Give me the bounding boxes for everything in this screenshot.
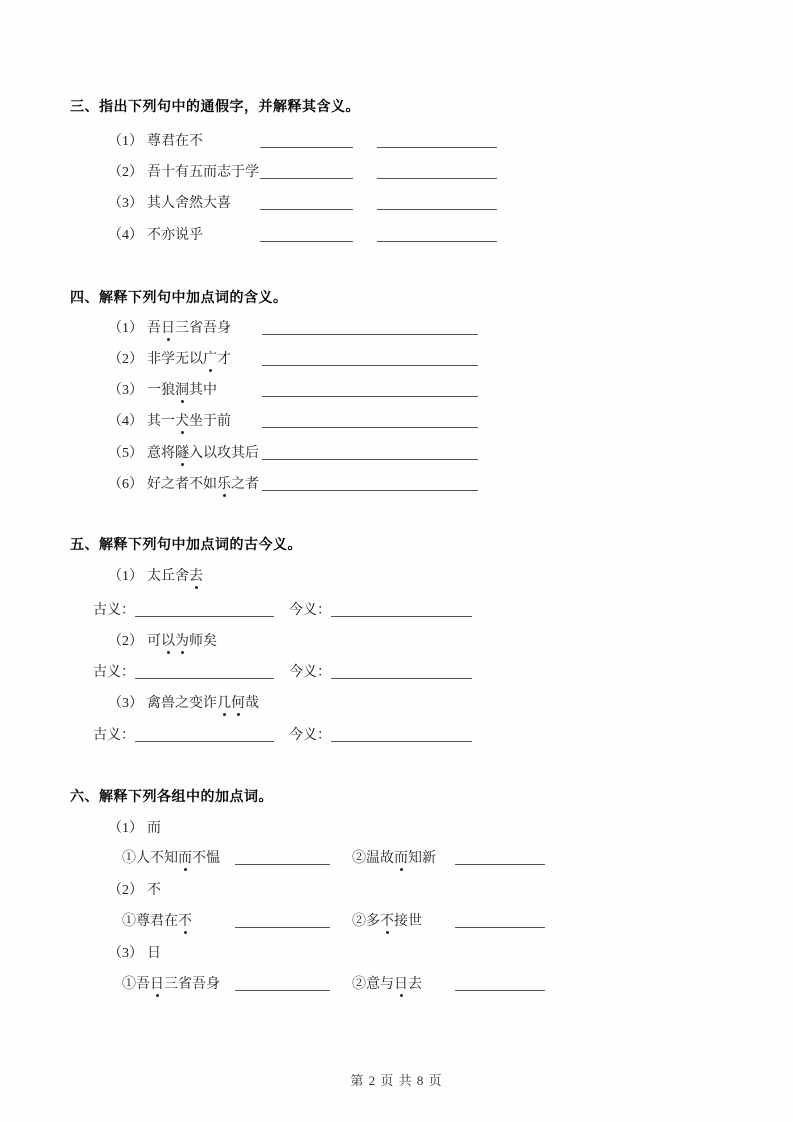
section-number: 三、 [70,100,99,115]
item-text: 非学无以广才 [147,352,231,367]
item-number: （5） [108,446,143,461]
meaning-row [93,601,472,621]
question-row [108,226,497,246]
emphasized-word: 日 [394,977,408,992]
modern-meaning-label: 今义： [289,665,331,680]
sub-item-number: ② [352,851,366,866]
ancient-meaning-label: 古义： [93,665,135,680]
question-row [108,381,478,401]
answer-blank[interactable] [377,229,497,242]
answer-blank[interactable] [262,478,478,491]
answer-blank[interactable] [331,666,472,679]
item-number: （2） [108,634,143,649]
sub-item-number: ① [122,851,136,866]
question-row [108,475,478,495]
sub-question-row [122,849,545,869]
answer-blank[interactable] [331,604,472,617]
answer-blank[interactable] [235,978,330,991]
meaning-row [93,726,472,746]
ancient-meaning-label: 古义： [93,603,135,618]
sub-item-number: ② [352,914,366,929]
section-heading-5 [70,536,302,556]
section-title: 解释下列句中加点词的古今义。 [99,538,302,553]
emphasized-word: 去 [189,569,203,584]
item-number: （2） [108,883,143,898]
question-row [108,319,478,339]
item-text: 多不接世 [366,914,422,929]
section-number: 四、 [70,291,99,306]
item-text: 一狼洞其中 [147,383,217,398]
meaning-row [93,663,472,683]
sub-question-row [122,975,545,995]
section-number: 五、 [70,538,99,553]
answer-blank[interactable] [262,384,478,397]
emphasized-word: 几何 [217,696,245,711]
question-row [108,632,217,652]
item-number: （3） [108,946,143,961]
group-word-row [108,944,161,964]
sub-item-number: ① [122,914,136,929]
answer-blank[interactable] [260,229,353,242]
emphasized-word: 广 [203,352,217,367]
answer-blank[interactable] [262,415,478,428]
answer-blank[interactable] [260,166,353,179]
emphasized-word: 乐 [217,477,231,492]
question-row [108,194,497,214]
group-word: 而 [147,821,161,836]
group-word: 日 [147,946,161,961]
answer-blank[interactable] [135,604,274,617]
group-word-row [108,881,161,901]
section-title: 解释下列句中加点词的含义。 [99,291,288,306]
item-text: 意将隧入以攻其后 [147,446,259,461]
item-text: 尊君在不 [136,914,192,929]
answer-blank[interactable] [377,166,497,179]
item-text: 可以为师矣 [147,634,217,649]
item-number: （4） [108,414,143,429]
item-number: （6） [108,477,143,492]
answer-blank[interactable] [455,852,545,865]
emphasized-word: 而 [394,851,408,866]
section-number: 六、 [70,790,99,805]
modern-meaning-label: 今义： [289,603,331,618]
section-title: 指出下列句中的通假字，并解释其含义。 [99,100,360,115]
section-title: 解释下列各组中的加点词。 [99,790,273,805]
answer-blank[interactable] [455,978,545,991]
item-number: （1） [108,569,143,584]
question-row [108,694,259,714]
answer-blank[interactable] [260,135,353,148]
group-word-row [108,819,161,839]
item-text: 不亦说乎 [147,228,203,243]
sub-question-row [122,912,545,932]
item-number: （2） [108,352,143,367]
item-number: （1） [108,321,143,336]
sub-item-number: ① [122,977,136,992]
emphasized-word: 以为 [161,634,189,649]
section-heading-3 [70,98,360,118]
modern-meaning-label: 今义： [289,728,331,743]
item-text: 禽兽之变诈几何哉 [147,696,259,711]
item-text: 尊君在不 [147,134,203,149]
question-row [108,163,497,183]
answer-blank[interactable] [235,852,330,865]
item-text: 人不知而不愠 [136,851,220,866]
answer-blank[interactable] [331,729,472,742]
question-row [108,350,478,370]
footer-page-number: 第 2 页 共 8 页 [350,1073,443,1088]
item-text: 其人舍然大喜 [147,196,231,211]
emphasized-word: 日 [161,321,175,336]
item-text: 吾十有五而志于学 [147,165,259,180]
emphasized-word: 不 [178,914,192,929]
question-row [108,444,478,464]
item-number: （2） [108,165,143,180]
item-number: （1） [108,821,143,836]
item-number: （3） [108,696,143,711]
section-heading-4 [70,289,288,309]
item-text: 吾日三省吾身 [136,977,220,992]
emphasized-word: 而 [178,851,192,866]
question-row [108,412,478,432]
question-row [108,132,497,152]
group-word: 不 [147,883,161,898]
answer-blank[interactable] [135,666,274,679]
emphasized-word: 隧 [175,446,189,461]
item-text: 吾日三省吾身 [147,321,231,336]
answer-blank[interactable] [262,322,478,335]
item-text: 其一犬坐于前 [147,414,231,429]
item-text: 温故而知新 [366,851,436,866]
answer-blank[interactable] [235,915,330,928]
answer-blank[interactable] [455,915,545,928]
item-number: （1） [108,134,143,149]
emphasized-word: 日 [150,977,164,992]
emphasized-word: 犬 [175,414,189,429]
emphasized-word: 不 [380,914,394,929]
answer-blank[interactable] [262,353,478,366]
answer-blank[interactable] [262,447,478,460]
emphasized-word: 洞 [175,383,189,398]
item-number: （4） [108,228,143,243]
answer-blank[interactable] [377,197,497,210]
answer-blank[interactable] [135,729,274,742]
section-heading-6 [70,788,273,808]
item-number: （3） [108,383,143,398]
answer-blank[interactable] [260,197,353,210]
item-text: 太丘舍去 [147,569,203,584]
item-text: 意与日去 [366,977,422,992]
answer-blank[interactable] [377,135,497,148]
item-number: （3） [108,196,143,211]
sub-item-number: ② [352,977,366,992]
question-row [108,567,203,587]
ancient-meaning-label: 古义： [93,728,135,743]
item-text: 好之者不如乐之者 [147,477,259,492]
